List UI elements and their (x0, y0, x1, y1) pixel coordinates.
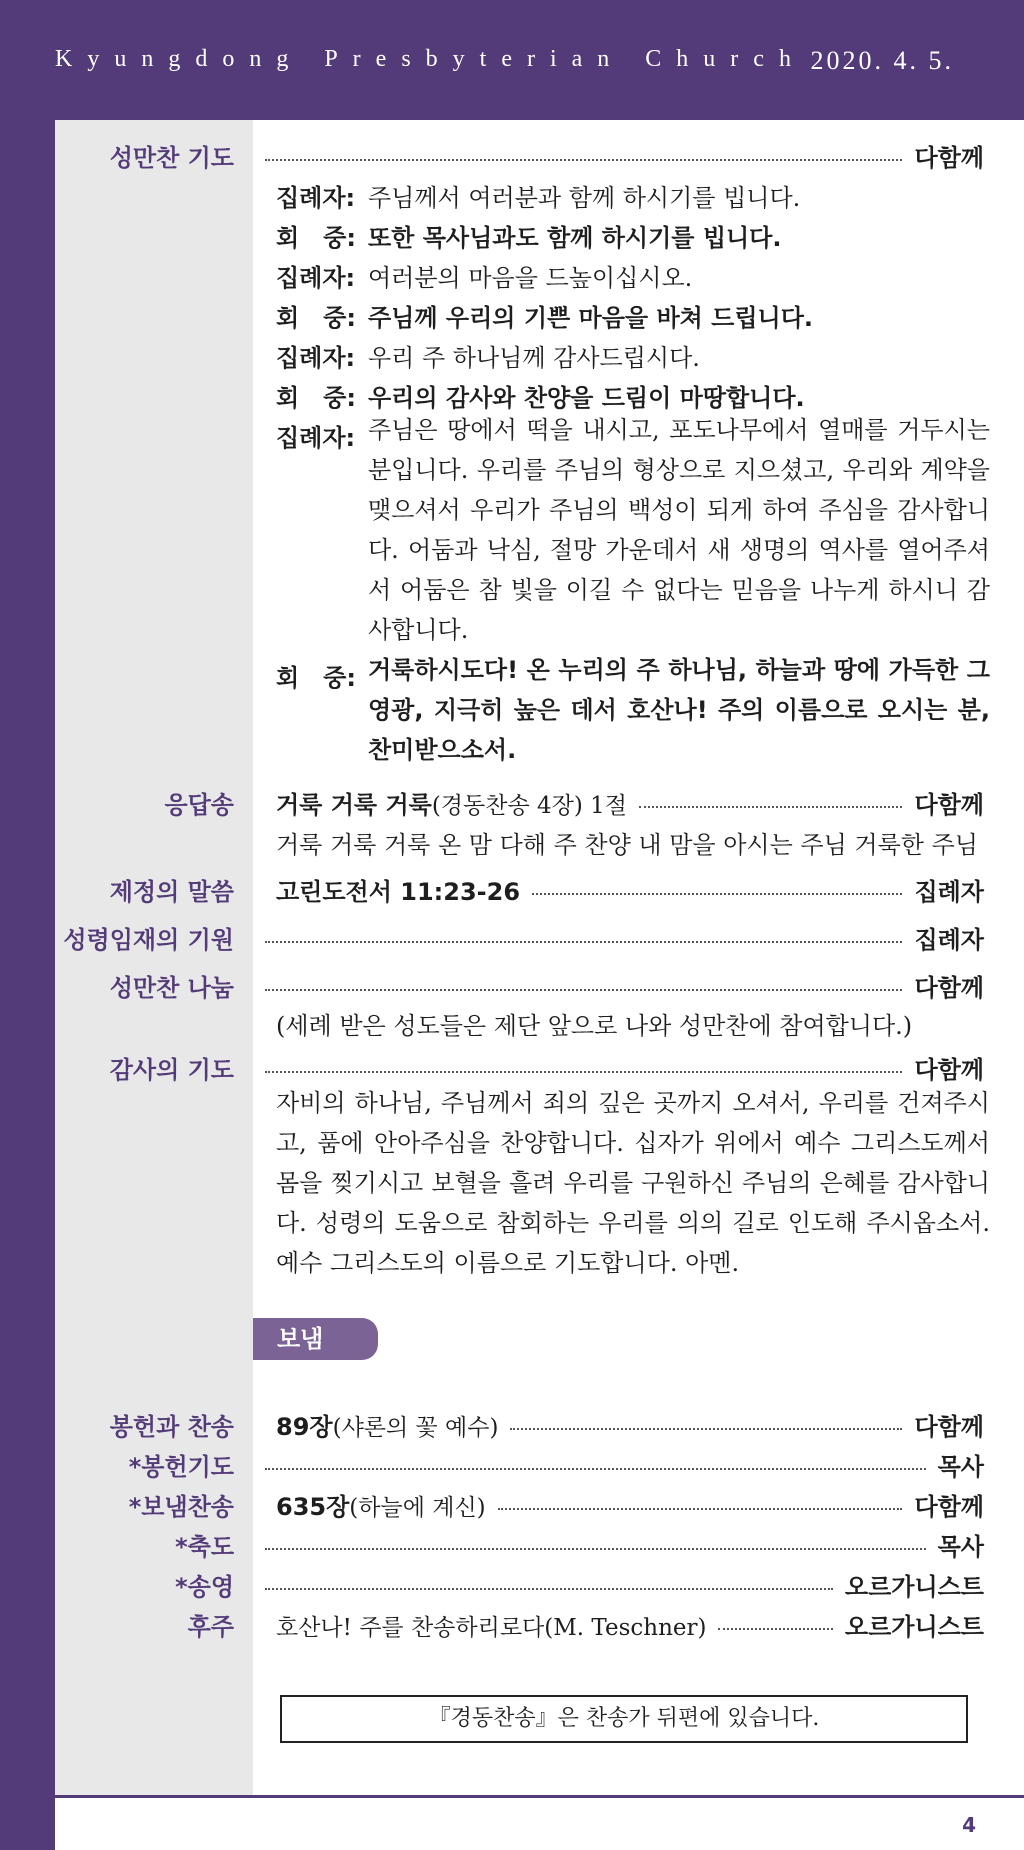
bulletin-date: 2020. 4. 5. (810, 46, 954, 75)
doxology-role: 오르가니스트 (844, 1573, 984, 1601)
communion-prayer-role: 다함께 (914, 144, 984, 172)
dialogue-speaker: 회 중: (276, 664, 356, 692)
label-offering: 봉헌과 찬송 (109, 1413, 234, 1441)
offering-row (276, 1407, 984, 1442)
dialogue-line: 또한 목사님과도 함께 하시기를 빕니다. (368, 224, 782, 252)
page-number: 4 (962, 1813, 976, 1837)
sending-hymn-role: 다함께 (914, 1493, 984, 1521)
hymn-title: (샤론의 꽃 예수) (332, 1415, 499, 1441)
dot-leader (265, 988, 902, 991)
dialogue-speaker: 회 중: (276, 304, 356, 332)
dot-leader (532, 892, 902, 895)
dialogue-speaker: 집례자: (276, 184, 356, 212)
postlude-row (276, 1607, 984, 1642)
left-accent-bar (0, 120, 55, 1850)
offering-prayer-row (253, 1447, 984, 1482)
church-name: Kyungdong Presbyterian Church (55, 46, 806, 72)
footer-rule (55, 1795, 1024, 1798)
dot-leader (498, 1507, 903, 1510)
scripture-reference: 고린도전서 11:23-26 (276, 878, 521, 906)
response-song-role: 다함께 (914, 791, 984, 819)
dot-leader (265, 1587, 833, 1590)
dialogue-speaker: 집례자: (276, 344, 356, 372)
epiclesis-role: 집례자 (914, 926, 984, 954)
hymnal-note-box: 『경동찬송』은 찬송가 뒤편에 있습니다. (280, 1695, 968, 1743)
label-doxology: *송영 (175, 1573, 234, 1601)
dialogue-line: 여러분의 마음을 드높이십시오. (368, 264, 693, 292)
sharing-note: (세례 받은 성도들은 제단 앞으로 나와 성만찬에 참여합니다.) (276, 1012, 913, 1040)
sending-hymn-row (276, 1487, 984, 1522)
dot-leader (265, 940, 902, 943)
hymn-title: (하늘에 계신) (349, 1495, 486, 1521)
dialogue-line: 우리의 감사와 찬양을 드림이 마땅합니다. (368, 384, 805, 412)
hymn-number: 89장 (276, 1413, 333, 1441)
congregation-response-paragraph: 거룩하시도다! 온 누리의 주 하나님, 하늘과 땅에 가득한 그 영광, 지극히 높은 데서 호산나! 주의 이름으로 오시는 분, 찬미받으소서. (368, 656, 990, 764)
sharing-role: 다함께 (914, 974, 984, 1002)
benediction-row (253, 1527, 984, 1562)
response-song-row (276, 785, 984, 820)
label-communion-prayer: 성만찬 기도 (109, 144, 234, 172)
label-offering-prayer: *봉헌기도 (128, 1453, 234, 1481)
label-sending-hymn: *보냄찬송 (128, 1493, 234, 1521)
thanksgiving-prayer-text: 자비의 하나님, 주님께서 죄의 깊은 곳까지 오셔서, 우리를 건져주시고, 품에 안아주심을 찬양합니다. 십자가 위에서 예수 그리스도께서 몸을 찢기시고 보혈을 흘려 우리를 구원하신 주님의 은혜를 감사합니다. 성령의 도움으로 참회하는 우리를 의의 길로 인도해 주시옵소서. 예수 그리스도의 이름으로 기도합니다. 아멘. (276, 1089, 990, 1277)
label-response-song: 응답송 (164, 791, 234, 819)
postlude-piece: 호산나! 주를 찬송하리로다(M. Teschner) (276, 1615, 707, 1641)
dot-leader (265, 1547, 926, 1550)
institution-role: 집례자 (914, 878, 984, 906)
label-epiclesis: 성령임재의 기원 (63, 926, 234, 954)
sharing-row (253, 968, 984, 1003)
hymn-number: 635장 (276, 1493, 350, 1521)
dot-leader (265, 1467, 926, 1470)
response-song-title: 거룩 거룩 거룩 (276, 791, 432, 819)
offering-prayer-role: 목사 (937, 1453, 984, 1481)
label-thanksgiving: 감사의 기도 (109, 1056, 234, 1084)
dialogue-line: 우리 주 하나님께 감사드립시다. (368, 344, 700, 372)
dot-leader (639, 805, 902, 808)
communion-prayer-leader-row (253, 138, 984, 173)
dialogue-speaker: 회 중: (276, 224, 356, 252)
dot-leader (265, 158, 902, 161)
dialogue-speaker: 회 중: (276, 384, 356, 412)
dialogue-speaker: 집례자: (276, 424, 356, 452)
thanksgiving-row (253, 1050, 984, 1085)
doxology-row (253, 1567, 984, 1602)
leader-prayer-paragraph: 주님은 땅에서 떡을 내시고, 포도나무에서 열매를 거두시는 분입니다. 우리를 주님의 형상으로 지으셨고, 우리와 계약을 맺으셔서 우리가 주님의 백성이 되게 하여 주심을 감사합니다. 어둠과 낙심, 절망 가운데서 새 생명의 역사를 열어주셔서 어둠은 참 빛을 이길 수 없다는 믿음을 나누게 하시니 감사합니다. (368, 416, 990, 644)
postlude-role: 오르가니스트 (844, 1613, 984, 1641)
dot-leader (265, 1070, 902, 1073)
label-sharing: 성만찬 나눔 (109, 974, 234, 1002)
section-tab-sending: 보냄 (253, 1318, 378, 1360)
response-song-lyrics: 거룩 거룩 거룩 온 맘 다해 주 찬양 내 맘을 아시는 주님 거룩한 주님 (276, 831, 978, 859)
offering-role: 다함께 (914, 1413, 984, 1441)
thanksgiving-role: 다함께 (914, 1056, 984, 1084)
label-institution: 제정의 말씀 (109, 878, 234, 906)
dialogue-speaker: 집례자: (276, 264, 356, 292)
dialogue-line: 주님께서 여러분과 함께 하시기를 빕니다. (368, 184, 801, 212)
label-postlude: 후주 (187, 1613, 234, 1641)
epiclesis-row (253, 920, 984, 955)
dot-leader (718, 1627, 832, 1630)
label-benediction: *축도 (175, 1533, 234, 1561)
dot-leader (510, 1427, 902, 1430)
response-song-reference: (경동찬송 4장) 1절 (431, 793, 627, 819)
institution-row (276, 872, 984, 907)
dialogue-line: 주님께 우리의 기쁜 마음을 바쳐 드립니다. (368, 304, 814, 332)
header-bar (0, 0, 1024, 120)
benediction-role: 목사 (937, 1533, 984, 1561)
